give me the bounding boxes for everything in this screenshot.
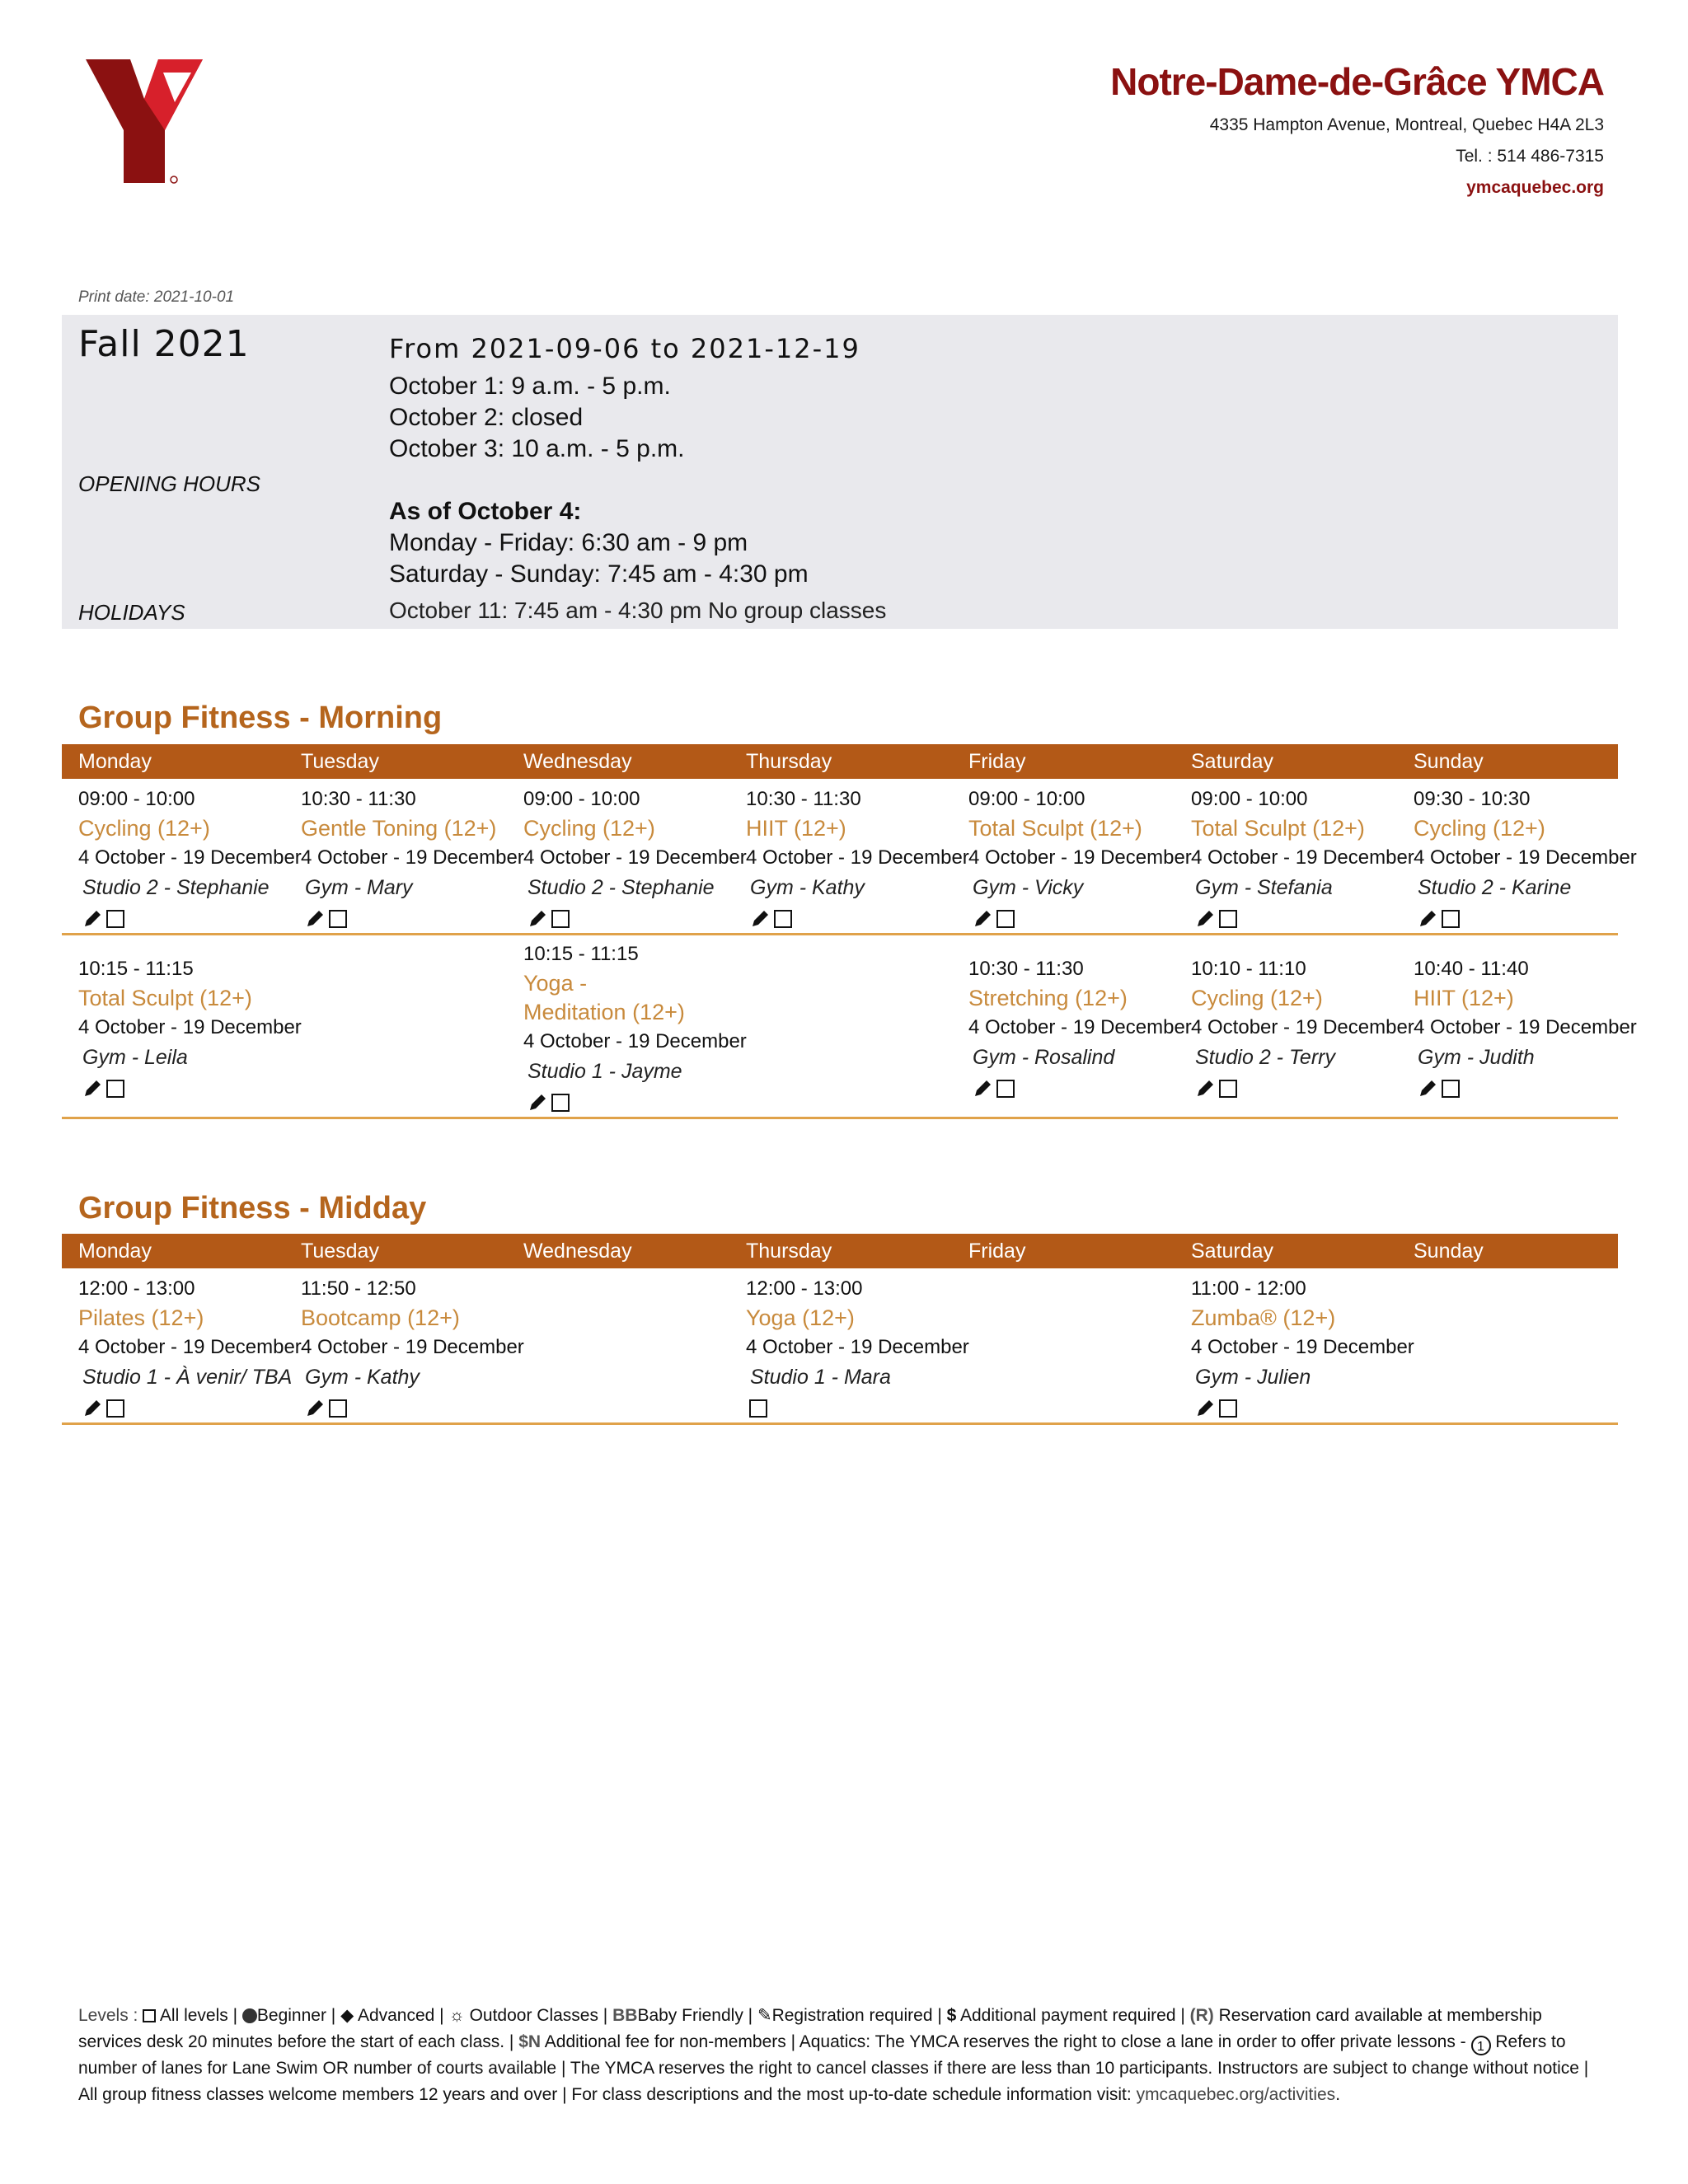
legend-advanced: Advanced	[357, 2006, 435, 2025]
day-header-bar-morning	[62, 744, 1618, 779]
class-location: Gym - Rosalind	[973, 1046, 1115, 1069]
class-time: 11:00 - 12:00	[1191, 1277, 1306, 1300]
day-header: Wednesday	[523, 1240, 632, 1263]
class-name-link[interactable]: Zumba® (12+)	[1191, 1305, 1336, 1330]
class-location: Gym - Kathy	[750, 876, 865, 899]
ymca-y-logo-icon	[82, 58, 206, 190]
pencil-icon	[82, 908, 103, 930]
all-levels-checkbox[interactable]	[106, 910, 124, 928]
class-card	[746, 1274, 969, 1425]
class-card	[78, 785, 302, 935]
hours-line: Monday - Friday: 6:30 am - 9 pm	[389, 529, 748, 556]
day-header: Sunday	[1414, 750, 1484, 773]
pencil-icon	[972, 1078, 993, 1099]
class-dates: 4 October - 19 December	[78, 846, 302, 869]
class-card	[523, 940, 747, 1119]
outdoor-sun-icon: ☼	[448, 2006, 465, 2025]
day-header: Thursday	[746, 750, 832, 773]
day-header: Monday	[78, 1240, 152, 1263]
class-time: 10:30 - 11:30	[968, 958, 1084, 980]
all-levels-checkbox[interactable]	[106, 1080, 124, 1098]
class-name-link[interactable]: Total Sculpt (12+)	[1191, 816, 1365, 841]
season-title: Fall 2021	[78, 323, 250, 365]
class-icons	[1191, 1072, 1407, 1105]
pencil-icon	[82, 1398, 103, 1419]
legend-lanes: Refers to number of lanes for Lane Swim OR number of courts available	[78, 2032, 1566, 2078]
class-icons	[1414, 1072, 1629, 1105]
day-header: Saturday	[1191, 750, 1274, 773]
class-location: Gym - Julien	[1195, 1366, 1311, 1389]
pencil-icon	[1417, 908, 1438, 930]
class-name-link[interactable]: Bootcamp (12+)	[301, 1305, 460, 1330]
class-icons	[301, 1392, 517, 1425]
class-icons	[746, 902, 962, 935]
class-icons	[746, 1392, 962, 1425]
class-icons	[523, 902, 739, 935]
holiday-text: October 11: 7:45 am - 4:30 pm No group classes	[389, 598, 887, 623]
class-dates: 4 October - 19 December	[301, 846, 524, 869]
class-name-link[interactable]: Gentle Toning (12+)	[301, 816, 497, 841]
class-time: 09:00 - 10:00	[78, 788, 195, 810]
baby-friendly-icon: BB	[612, 2006, 638, 2025]
class-card	[746, 785, 969, 935]
class-card	[1191, 785, 1414, 935]
all-levels-checkbox[interactable]	[996, 910, 1015, 928]
beginner-icon	[242, 2008, 257, 2023]
all-levels-checkbox[interactable]	[1219, 1080, 1237, 1098]
class-time: 10:30 - 11:30	[301, 788, 416, 810]
class-card	[1191, 954, 1414, 1105]
legend-non-member: Additional fee for non-members	[544, 2032, 786, 2051]
class-card	[78, 1274, 302, 1425]
season-info-panel	[62, 315, 1618, 629]
class-card	[968, 785, 1192, 935]
class-time: 10:15 - 11:15	[523, 943, 639, 965]
class-location: Gym - Leila	[82, 1046, 188, 1069]
day-header: Tuesday	[301, 1240, 379, 1263]
class-location: Studio 1 - À venir/ TBA	[82, 1366, 293, 1389]
all-levels-checkbox[interactable]	[1442, 1080, 1460, 1098]
class-time: 09:00 - 10:00	[1191, 788, 1308, 810]
all-levels-checkbox[interactable]	[1219, 1399, 1237, 1418]
class-name-link[interactable]: Cycling (12+)	[523, 816, 655, 841]
class-time: 09:00 - 10:00	[523, 788, 640, 810]
class-time: 12:00 - 13:00	[746, 1277, 863, 1300]
row-divider	[62, 1422, 1618, 1425]
legend-outdoor: Outdoor Classes	[469, 2006, 598, 2025]
class-dates: 4 October - 19 December	[1191, 1336, 1414, 1358]
section-title-morning: Group Fitness - Morning	[78, 701, 443, 735]
class-dates: 4 October - 19 December	[1191, 846, 1414, 869]
day-header-bar-midday	[62, 1234, 1618, 1268]
class-location: Studio 2 - Stephanie	[82, 876, 270, 899]
pencil-icon	[82, 1078, 103, 1099]
class-location: Studio 2 - Terry	[1195, 1046, 1335, 1069]
legend-cancel-policy: The YMCA reserves the right to cancel classes if there are less than 10 participants. Instructors are subject to change without notice	[570, 2059, 1579, 2078]
opening-hours-label: OPENING HOURS	[78, 471, 261, 496]
all-levels-checkbox[interactable]	[749, 1399, 767, 1418]
class-dates: 4 October - 19 December	[523, 1030, 747, 1052]
class-name-link[interactable]: HIIT (12+)	[746, 816, 846, 841]
class-card	[523, 785, 747, 935]
pencil-icon	[1194, 1398, 1216, 1419]
organization-info	[1110, 59, 1604, 198]
pencil-icon	[1194, 1078, 1216, 1099]
legend-registration: Registration required	[771, 2006, 933, 2025]
class-location: Gym - Stefania	[1195, 876, 1333, 899]
class-dates: 4 October - 19 December	[746, 1336, 969, 1358]
season-date-range: From 2021-09-06 to 2021-12-19	[389, 333, 860, 364]
organization-website-link[interactable]: ymcaquebec.org	[1466, 178, 1604, 197]
all-levels-checkbox[interactable]	[1219, 910, 1237, 928]
class-dates: 4 October - 19 December	[1191, 1016, 1414, 1038]
all-levels-checkbox[interactable]	[551, 910, 570, 928]
holidays-label: HOLIDAYS	[78, 600, 185, 625]
all-levels-checkbox[interactable]	[1442, 910, 1460, 928]
class-name-link[interactable]: Cycling (12+)	[78, 816, 210, 841]
hours-line: October 2: closed	[389, 404, 584, 431]
class-dates: 4 October - 19 December	[746, 846, 969, 869]
day-header: Friday	[968, 750, 1026, 773]
class-card	[1414, 954, 1637, 1105]
class-card	[1414, 785, 1637, 935]
class-dates: 4 October - 19 December	[968, 846, 1192, 869]
all-levels-checkbox[interactable]	[329, 1399, 347, 1418]
pencil-icon	[972, 908, 993, 930]
class-time: 10:10 - 11:10	[1191, 958, 1306, 980]
class-dates: 4 October - 19 December	[78, 1016, 302, 1038]
class-location: Gym - Vicky	[973, 876, 1084, 899]
class-icons	[301, 902, 517, 935]
class-icons	[968, 1072, 1184, 1105]
organization-address: 4335 Hampton Avenue, Montreal, Quebec H4A 2L3	[1209, 115, 1604, 134]
activities-link[interactable]: ymcaquebec.org/activities	[1136, 2085, 1336, 2104]
class-name-link[interactable]: Pilates (12+)	[78, 1305, 204, 1330]
class-icons	[1191, 902, 1407, 935]
pencil-icon	[1417, 1078, 1438, 1099]
class-time: 10:30 - 11:30	[746, 788, 861, 810]
class-time: 09:00 - 10:00	[968, 788, 1085, 810]
all-levels-checkbox[interactable]	[106, 1399, 124, 1418]
class-time: 10:15 - 11:15	[78, 958, 194, 980]
hours-as-of-heading: As of October 4:	[389, 498, 582, 525]
lane-count-icon: 1	[1471, 2036, 1491, 2055]
class-dates: 4 October - 19 December	[968, 1016, 1192, 1038]
legend-baby-friendly: Baby Friendly	[637, 2006, 743, 2025]
class-icons	[78, 902, 294, 935]
day-header: Monday	[78, 750, 152, 773]
class-icons	[523, 1086, 688, 1119]
non-member-fee-icon: $N	[518, 2032, 542, 2051]
payment-icon: $	[946, 2006, 957, 2025]
day-header: Friday	[968, 1240, 1026, 1263]
hours-line: Saturday - Sunday: 7:45 am - 4:30 pm	[389, 560, 809, 588]
class-location: Studio 2 - Karine	[1418, 876, 1572, 899]
pencil-icon	[749, 908, 771, 930]
class-name-link[interactable]: Cycling (12+)	[1414, 816, 1545, 841]
class-name-link[interactable]: Yoga - Meditation (12+)	[523, 971, 685, 1024]
day-header: Wednesday	[523, 750, 632, 773]
class-card	[301, 785, 524, 935]
class-dates: 4 October - 19 December	[301, 1336, 524, 1358]
class-card	[1191, 1274, 1414, 1425]
pencil-icon	[304, 1398, 326, 1419]
all-levels-checkbox[interactable]	[996, 1080, 1015, 1098]
reservation-icon: (R)	[1189, 2006, 1214, 2025]
legend-aquatics: Aquatics: The YMCA reserves the right to close a lane in order to offer private lessons -	[799, 2032, 1466, 2051]
class-card	[968, 954, 1192, 1105]
day-header: Thursday	[746, 1240, 832, 1263]
pencil-icon	[1194, 908, 1216, 930]
class-dates: 4 October - 19 December	[1414, 846, 1637, 869]
pencil-icon	[304, 908, 326, 930]
pencil-icon	[527, 1092, 548, 1113]
day-header: Saturday	[1191, 1240, 1274, 1263]
legend-age-policy: All group fitness classes welcome members 12 years and over	[78, 2085, 558, 2104]
day-header: Tuesday	[301, 750, 379, 773]
pencil-icon	[527, 908, 548, 930]
organization-name: Notre-Dame-de-Grâce YMCA	[1110, 60, 1604, 103]
organization-phone: Tel. : 514 486-7315	[1456, 147, 1604, 166]
row-divider	[62, 933, 1618, 935]
class-name-link[interactable]: Stretching (12+)	[968, 986, 1128, 1010]
day-header: Sunday	[1414, 1240, 1484, 1263]
class-name-link[interactable]: Total Sculpt (12+)	[78, 986, 252, 1010]
legend-all-levels: All levels	[159, 2006, 228, 2025]
class-location: Gym - Judith	[1418, 1046, 1535, 1069]
hours-line: October 3: 10 a.m. - 5 p.m.	[389, 435, 685, 462]
section-title-midday: Group Fitness - Midday	[78, 1191, 427, 1226]
class-location: Gym - Mary	[305, 876, 413, 899]
all-levels-checkbox[interactable]	[551, 1094, 570, 1112]
print-date: Print date: 2021-10-01	[78, 288, 235, 306]
levels-label: Levels :	[78, 2006, 138, 2025]
class-icons	[1414, 902, 1629, 935]
class-time: 12:00 - 13:00	[78, 1277, 195, 1300]
all-levels-checkbox[interactable]	[329, 910, 347, 928]
class-name-link[interactable]: Cycling (12+)	[1191, 986, 1323, 1010]
class-name-link[interactable]: HIIT (12+)	[1414, 986, 1514, 1010]
class-dates: 4 October - 19 December	[1414, 1016, 1637, 1038]
class-time: 11:50 - 12:50	[301, 1277, 416, 1300]
row-divider	[62, 1117, 1618, 1119]
class-location: Studio 2 - Stephanie	[528, 876, 715, 899]
class-icons	[78, 1392, 294, 1425]
legend-reservation: Reservation card available at membership services desk 20 minutes before the start of each class.	[78, 2006, 1542, 2051]
legend-footer: Levels : All levels | Beginner | ◆ Advanced | ☼ Outdoor Classes | BBBaby Friendly | ✎Registration required | $ Additional payment required | (R) Reservation card available at membership services desk 20 minutes before the start of each class. | $N Additional fee for non-members | Aquatics: The YMCA reserves the right to close a lane in order to offer private lessons - 1 Refers to number of lanes for Lane Swim OR number of courts available | The YMCA reserves the right to cancel classes if there are less than 10 participants. Instructors are subject to change without notice | All group fitness classes welcome members 12 years and over | For class descriptions and the most up-to-date schedule information visit: ymcaquebec.org/activities.	[78, 2006, 1589, 2104]
all-levels-icon	[143, 2009, 156, 2022]
class-name-link[interactable]: Total Sculpt (12+)	[968, 816, 1142, 841]
class-icons	[78, 1072, 294, 1105]
class-card	[301, 1274, 524, 1425]
registration-pencil-icon: ✎	[757, 2006, 772, 2025]
legend-period: .	[1335, 2085, 1341, 2104]
class-name-link[interactable]: Yoga (12+)	[746, 1305, 855, 1330]
class-card	[78, 954, 302, 1105]
class-dates: 4 October - 19 December	[78, 1336, 302, 1358]
class-location: Gym - Kathy	[305, 1366, 420, 1389]
class-icons	[1191, 1392, 1407, 1425]
class-location: Studio 1 - Jayme	[528, 1060, 682, 1083]
hours-line: October 1: 9 a.m. - 5 p.m.	[389, 373, 671, 400]
class-location: Studio 1 - Mara	[750, 1366, 891, 1389]
legend-payment: Additional payment required	[960, 2006, 1176, 2025]
legend-beginner: Beginner	[256, 2006, 326, 2025]
class-dates: 4 October - 19 December	[523, 846, 747, 869]
class-icons	[968, 902, 1184, 935]
advanced-icon: ◆	[340, 2006, 354, 2025]
legend-more-info: For class descriptions and the most up-to-date schedule information visit:	[571, 2085, 1132, 2104]
class-time: 10:40 - 11:40	[1414, 958, 1529, 980]
class-time: 09:30 - 10:30	[1414, 788, 1531, 810]
all-levels-checkbox[interactable]	[774, 910, 792, 928]
